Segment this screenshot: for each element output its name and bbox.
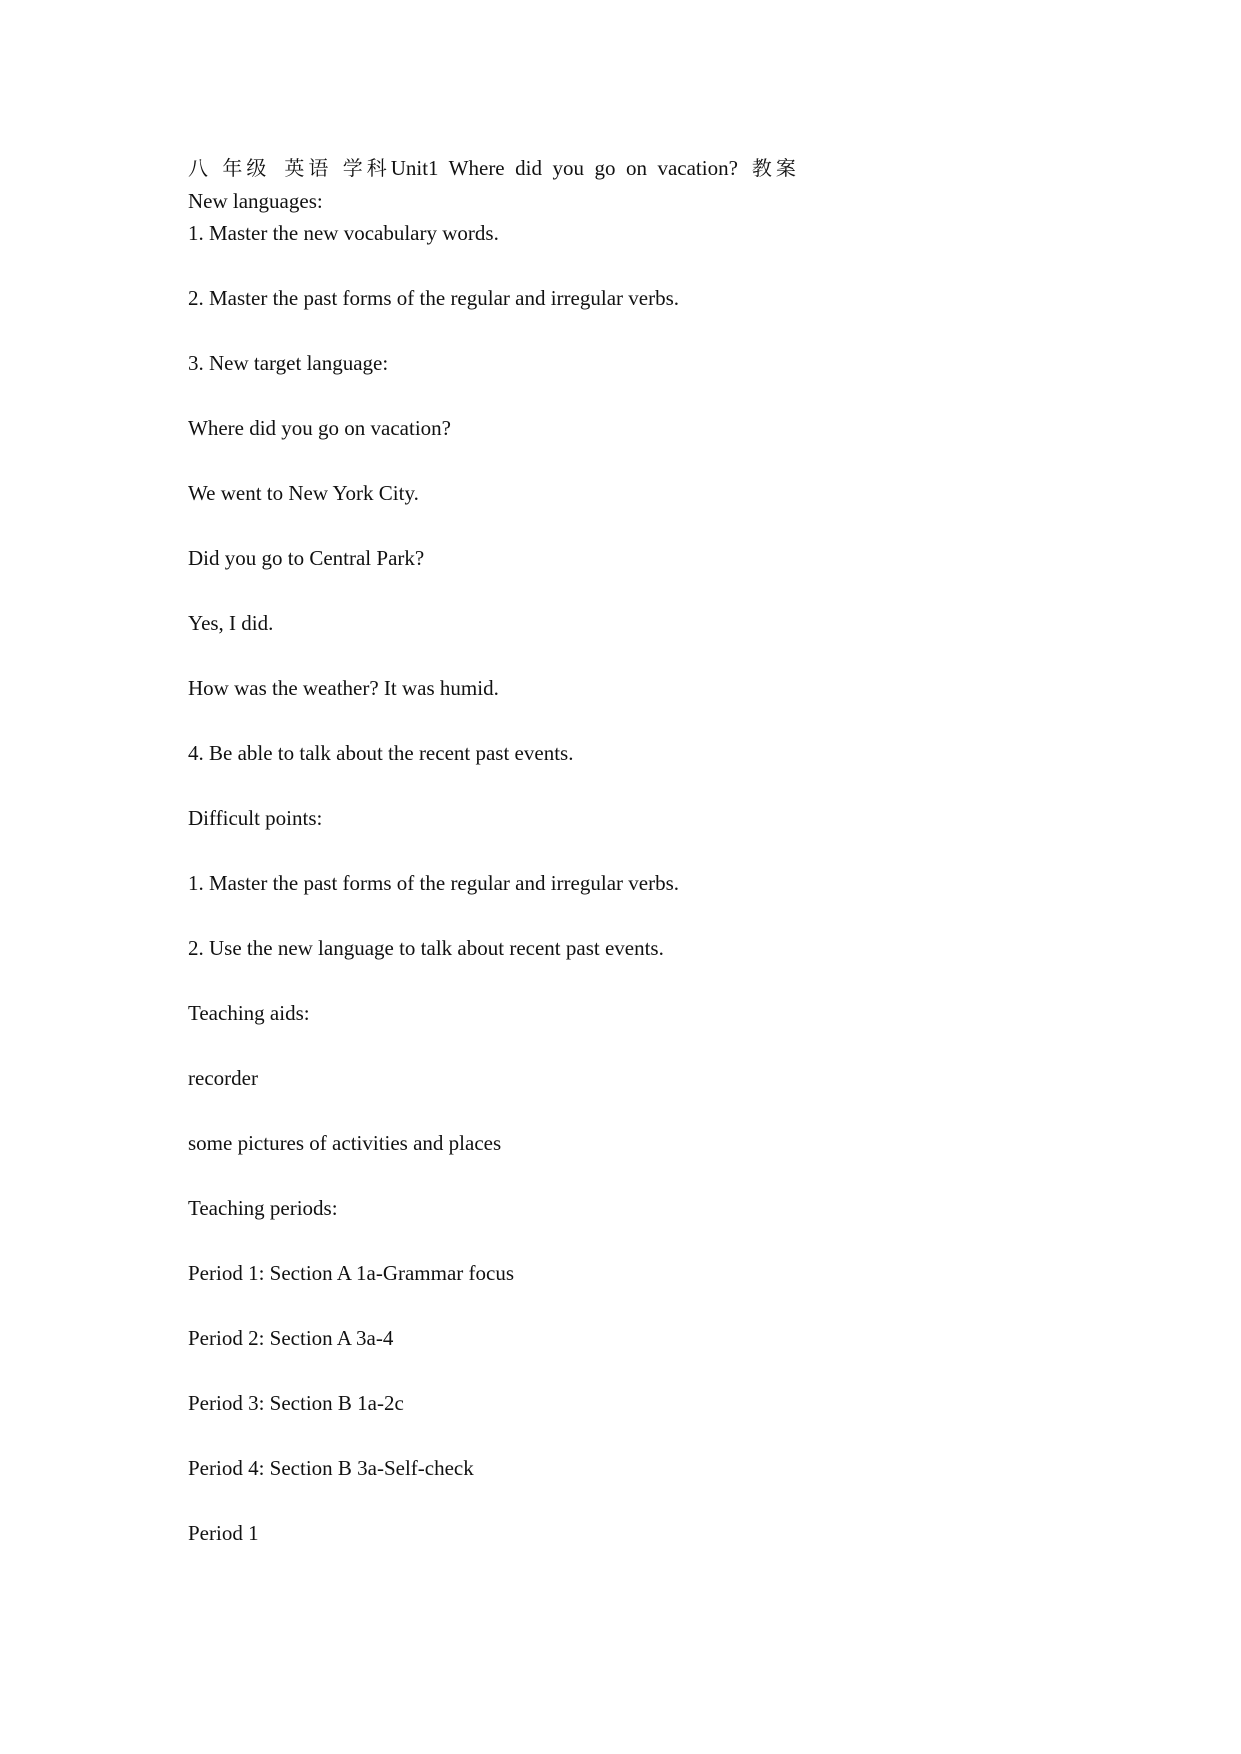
paragraph: Where did you go on vacation? <box>188 416 451 440</box>
title-grade: 八 年级 <box>188 156 271 180</box>
paragraph: 2. Use the new language to talk about recent past events. <box>188 936 664 960</box>
paragraph: Did you go to Central Park? <box>188 546 425 570</box>
paragraph: 2. Master the past forms of the regular and irregular verbs. <box>188 286 679 310</box>
paragraph: Period 4: Section B 3a-Self-check <box>188 1456 474 1480</box>
title-subject: 英语 学科 <box>284 156 391 180</box>
paragraph: 4. Be able to talk about the recent past events. <box>188 741 574 765</box>
paragraph: Period 1: Section A 1a-Grammar focus <box>188 1261 515 1285</box>
section-heading-new-languages: New languages: <box>188 189 323 213</box>
paragraph: some pictures of activities and places <box>188 1131 502 1155</box>
paragraph: Period 2: Section A 3a-4 <box>188 1326 394 1350</box>
paragraph: How was the weather? It was humid. <box>188 676 499 700</box>
paragraph: 1. Master the past forms of the regular and irregular verbs. <box>188 871 679 895</box>
title-suffix: 教案 <box>751 156 800 180</box>
paragraph: recorder <box>188 1066 258 1090</box>
paragraph: 3. New target language: <box>188 351 389 375</box>
document-page <box>188 150 1148 1583</box>
page-title <box>188 150 1148 186</box>
paragraph: 1. Master the new vocabulary words. <box>188 221 499 245</box>
title-unit: Unit1 Where did you go on vacation? <box>390 156 738 180</box>
section-heading-teaching-periods: Teaching periods: <box>188 1196 338 1220</box>
paragraph: Period 3: Section B 1a-2c <box>188 1391 404 1415</box>
section-heading-teaching-aids: Teaching aids: <box>188 1001 310 1025</box>
section-heading-period-1: Period 1 <box>188 1521 259 1545</box>
section-heading-difficult-points: Difficult points: <box>188 806 323 830</box>
paragraph: We went to New York City. <box>188 481 419 505</box>
paragraph: Yes, I did. <box>188 611 274 635</box>
